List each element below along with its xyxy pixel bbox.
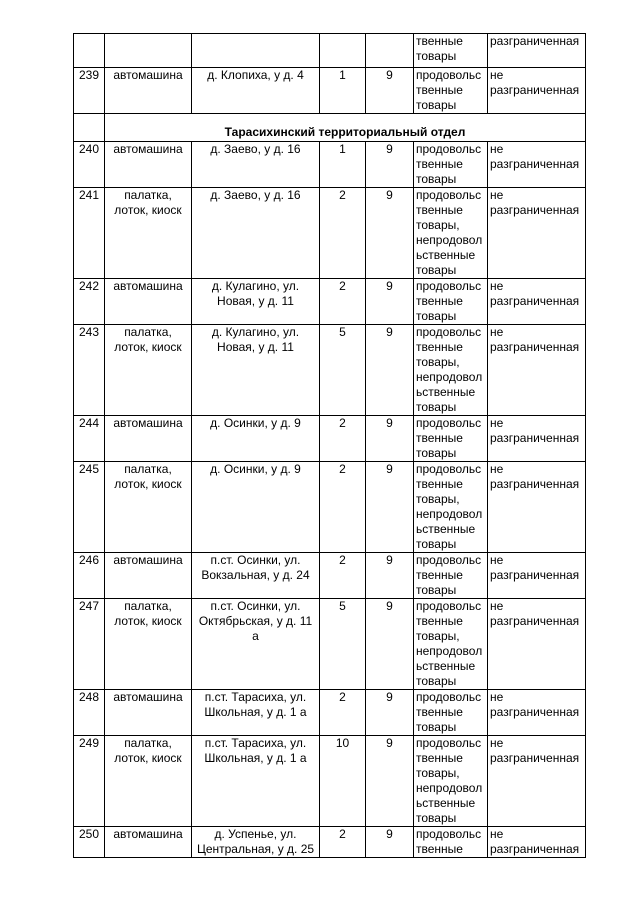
cell-count: 1: [320, 68, 366, 114]
cell-address: п.ст. Тарасиха, ул. Школьная, у д. 1 а: [192, 690, 320, 736]
cell-status: не разграниченная: [488, 827, 586, 858]
table-row: [74, 416, 586, 462]
table-row: [74, 462, 586, 553]
cell-count: 2: [320, 827, 366, 858]
cell-term: 9: [366, 736, 414, 827]
cell-status: не разграниченная: [488, 553, 586, 599]
cell-type: автомашина: [105, 142, 192, 188]
cell-goods: продовольс твенные товары, непродовол ьственные товары: [414, 325, 488, 416]
cell-num: 242: [74, 279, 105, 325]
cell-address: д. Осинки, у д. 9: [192, 462, 320, 553]
cell-goods: продовольс твенные товары, непродовол ьственные товары: [414, 736, 488, 827]
table-body: [74, 34, 586, 858]
table-row: [74, 279, 586, 325]
cell-address: п.ст. Тарасиха, ул. Школьная, у д. 1 а: [192, 736, 320, 827]
cell-term: 9: [366, 325, 414, 416]
cell-count: 5: [320, 599, 366, 690]
cell-num: [74, 34, 105, 68]
cell-type: автомашина: [105, 553, 192, 599]
cell-address: д. Кулагино, ул. Новая, у д. 11: [192, 325, 320, 416]
cell-count: 1: [320, 142, 366, 188]
cell-goods: продовольс твенные: [414, 827, 488, 858]
cell-type: автомашина: [105, 279, 192, 325]
cell-status: не разграниченная: [488, 690, 586, 736]
cell-num: 247: [74, 599, 105, 690]
cell-count: [320, 34, 366, 68]
cell-term: 9: [366, 553, 414, 599]
table-row: [74, 827, 586, 858]
cell-term: 9: [366, 827, 414, 858]
cell-address: д. Осинки, у д. 9: [192, 416, 320, 462]
cell-num: 249: [74, 736, 105, 827]
cell-status: не разграниченная: [488, 462, 586, 553]
cell-num: 245: [74, 462, 105, 553]
table-row: [74, 188, 586, 279]
cell-type: палатка, лоток, киоск: [105, 188, 192, 279]
cell-goods: продовольс твенные товары: [414, 553, 488, 599]
table-row: [74, 690, 586, 736]
cell-address: д. Заево, у д. 16: [192, 142, 320, 188]
cell-type: автомашина: [105, 68, 192, 114]
section-row: [74, 114, 586, 142]
cell-term: 9: [366, 279, 414, 325]
table-row: [74, 599, 586, 690]
cell-status: не разграниченная: [488, 416, 586, 462]
cell-goods: продовольс твенные товары: [414, 416, 488, 462]
cell-count: 2: [320, 188, 366, 279]
cell-term: 9: [366, 142, 414, 188]
cell-status: не разграниченная: [488, 142, 586, 188]
cell-status: не разграниченная: [488, 325, 586, 416]
cell-type: [105, 34, 192, 68]
cell-type: автомашина: [105, 416, 192, 462]
cell-count: 2: [320, 416, 366, 462]
cell-count: 2: [320, 553, 366, 599]
cell-type: палатка, лоток, киоск: [105, 736, 192, 827]
cell-num: 244: [74, 416, 105, 462]
cell-status: не разграниченная: [488, 736, 586, 827]
cell-address: д. Заево, у д. 16: [192, 188, 320, 279]
cell-term: 9: [366, 188, 414, 279]
cell-count: 2: [320, 279, 366, 325]
cell-term: 9: [366, 68, 414, 114]
cell-status: разграниченная: [488, 34, 586, 68]
trade-locations-table: [73, 33, 586, 858]
cell-status: не разграниченная: [488, 279, 586, 325]
cell-count: 2: [320, 462, 366, 553]
cell-address: д. Клопиха, у д. 4: [192, 68, 320, 114]
cell-count: 10: [320, 736, 366, 827]
cell-term: 9: [366, 690, 414, 736]
cell-num: 250: [74, 827, 105, 858]
cell-term: 9: [366, 599, 414, 690]
cell-count: 5: [320, 325, 366, 416]
table-row: [74, 68, 586, 114]
cell-goods: продовольс твенные товары, непродовол ьственные товары: [414, 188, 488, 279]
cell-status: не разграниченная: [488, 188, 586, 279]
cell-type: палатка, лоток, киоск: [105, 325, 192, 416]
cell-address: д. Успенье, ул. Центральная, у д. 25: [192, 827, 320, 858]
cell-address: п.ст. Осинки, ул. Вокзальная, у д. 24: [192, 553, 320, 599]
cell-goods: продовольс твенные товары, непродовол ьственные товары: [414, 462, 488, 553]
cell-goods: продовольс твенные товары: [414, 279, 488, 325]
cell-count: 2: [320, 690, 366, 736]
cell-goods: продовольс твенные товары: [414, 68, 488, 114]
table-row-partial: [74, 34, 586, 68]
cell-type: автомашина: [105, 827, 192, 858]
table-row: [74, 325, 586, 416]
cell-goods: продовольс твенные товары, непродовол ьственные товары: [414, 599, 488, 690]
cell-num: 241: [74, 188, 105, 279]
table-row: [74, 142, 586, 188]
cell-address: п.ст. Осинки, ул. Октябрьская, у д. 11 а: [192, 599, 320, 690]
cell-goods: твенные товары: [414, 34, 488, 68]
cell-term: 9: [366, 416, 414, 462]
cell-num: 246: [74, 553, 105, 599]
section-title: Тарасихинский территориальный отдел: [105, 114, 586, 142]
cell-address: [192, 34, 320, 68]
cell-num: 240: [74, 142, 105, 188]
cell-status: не разграниченная: [488, 599, 586, 690]
cell-type: палатка, лоток, киоск: [105, 462, 192, 553]
cell-goods: продовольс твенные товары: [414, 690, 488, 736]
cell-address: д. Кулагино, ул. Новая, у д. 11: [192, 279, 320, 325]
cell-num: 248: [74, 690, 105, 736]
table-row: [74, 736, 586, 827]
cell-term: [366, 34, 414, 68]
table-row: [74, 553, 586, 599]
cell-type: палатка, лоток, киоск: [105, 599, 192, 690]
cell-term: 9: [366, 462, 414, 553]
cell-num: 239: [74, 68, 105, 114]
cell-type: автомашина: [105, 690, 192, 736]
cell-status: не разграниченная: [488, 68, 586, 114]
cell-num: 243: [74, 325, 105, 416]
section-num-cell: [74, 114, 105, 142]
cell-goods: продовольс твенные товары: [414, 142, 488, 188]
